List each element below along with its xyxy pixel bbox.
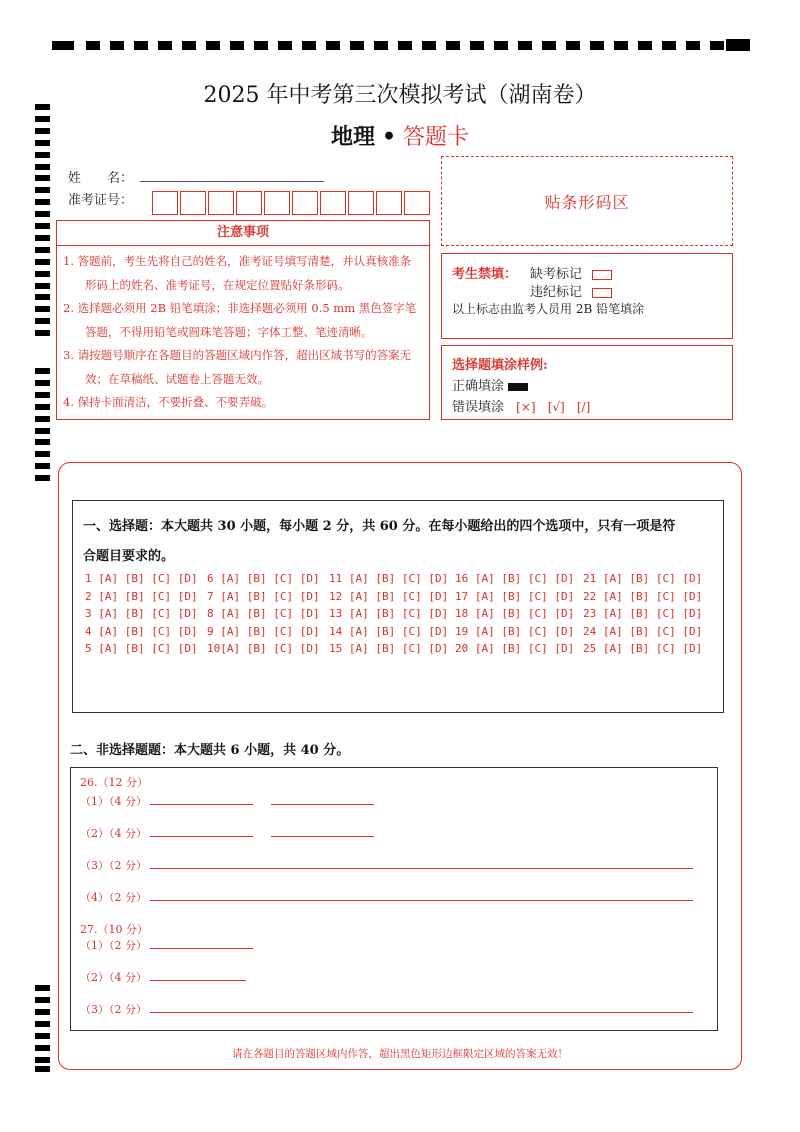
q26-part4-label: （4）（2 分） [80, 891, 147, 904]
question-row[interactable]: 2 [A] [B] [C] [D] [85, 589, 198, 603]
timing-mark [35, 451, 50, 457]
notice-item: 2. 选择题必须用 2B 铅笔填涂；非选择题必须用 0.5 mm 黑色签字笔答题，不得用铅笔或圆珠笔答题；字体工整、笔迹清晰。 [63, 301, 417, 339]
timing-mark [35, 152, 50, 158]
exam-id-boxes[interactable] [152, 191, 432, 215]
answer-blank[interactable] [150, 858, 693, 869]
timing-mark [35, 247, 50, 253]
q27-part2-label: （2）（4 分） [80, 971, 147, 984]
question-row[interactable]: 23 [A] [B] [C] [D] [583, 607, 703, 620]
timing-mark [35, 380, 50, 386]
timing-mark [35, 1066, 50, 1072]
timing-mark [35, 985, 50, 991]
question-row[interactable]: 14 [A] [B] [C] [D] [329, 624, 449, 638]
q26-part2-label: （2）（4 分） [80, 827, 147, 840]
timing-mark [35, 330, 50, 336]
answer-blank[interactable] [150, 938, 253, 949]
multiple-choice-box [72, 500, 724, 713]
timing-mark [35, 392, 50, 398]
q27-part1 [80, 937, 253, 953]
notice-heading: 注意事项 [57, 221, 429, 246]
timing-mark [35, 475, 50, 481]
answer-blank[interactable] [150, 826, 253, 837]
id-digit-box[interactable] [264, 191, 290, 215]
timing-mark [35, 404, 50, 410]
exam-id-label: 准考证号： [68, 193, 134, 208]
q26-part1-label: （1）（4 分） [80, 795, 147, 808]
question-row[interactable]: 5 [A] [B] [C] [D] [85, 642, 198, 655]
answer-blank[interactable] [150, 890, 693, 901]
timing-mark [35, 306, 50, 312]
name-label: 姓 名： [68, 171, 134, 186]
notice-item: 4. 保持卡面清洁，不要折叠、不要弄破。 [63, 395, 274, 409]
candidate-ban-box [441, 253, 733, 339]
timing-mark [35, 223, 50, 229]
timing-mark [35, 318, 50, 324]
notice-item: 1. 答题前，考生先将自己的姓名，准考证号填写清楚，并认真核准条形码上的姓名、准考证号，在规定位置贴好条形码。 [63, 254, 412, 292]
violation-checkbox[interactable] [592, 288, 612, 298]
q26-part3-label: （3）（2 分） [80, 859, 147, 872]
timing-mark [35, 439, 50, 445]
id-digit-box[interactable] [152, 191, 178, 215]
timing-mark [35, 211, 50, 217]
wrong-sample-row [452, 396, 590, 415]
fill-sample-box [441, 345, 733, 420]
id-digit-box[interactable] [292, 191, 318, 215]
timing-mark [35, 416, 50, 422]
barcode-area: 贴条形码区 [441, 156, 733, 246]
question-row[interactable]: 11 [A] [B] [C] [D] [329, 572, 449, 585]
question-row[interactable]: 9 [A] [B] [C] [D] [207, 624, 320, 638]
question-row[interactable]: 6 [A] [B] [C] [D] [207, 572, 320, 585]
id-digit-box[interactable] [404, 191, 430, 215]
timing-mark [35, 1009, 50, 1015]
q27-part3-label: （3）（2 分） [80, 1003, 147, 1016]
option-column [455, 570, 574, 658]
violation-mark-row [530, 281, 612, 300]
id-digit-box[interactable] [320, 191, 346, 215]
timing-mark [35, 463, 50, 469]
timing-mark [35, 271, 50, 277]
card-subtitle [0, 120, 800, 151]
correct-sample-row [452, 375, 528, 394]
absent-mark-row [530, 263, 612, 282]
id-digit-box[interactable] [348, 191, 374, 215]
timing-mark [35, 259, 50, 265]
q26-part4 [80, 889, 693, 905]
answer-blank[interactable] [150, 970, 246, 981]
correct-label: 正确填涂 [452, 379, 505, 394]
q27-title: 27.（10 分） [80, 923, 148, 936]
sample-label: 选择题填涂样例: [452, 358, 548, 373]
question-row[interactable]: 20 [A] [B] [C] [D] [455, 642, 575, 655]
q27-part2 [80, 969, 246, 985]
wrong-mark-slash: [/] [576, 400, 591, 414]
question-row[interactable]: 22 [A] [B] [C] [D] [583, 589, 703, 603]
footer-warning: 请在各题目的答题区域内作答，超出黑色矩形边框限定区域的答案无效！ [232, 1048, 568, 1060]
violation-label: 违纪标记 [530, 285, 583, 300]
question-row[interactable]: 4 [A] [B] [C] [D] [85, 624, 198, 638]
q27-part3 [80, 1001, 693, 1017]
question-row[interactable]: 16 [A] [B] [C] [D] [455, 572, 575, 585]
ban-note: 以上标志由监考人员用 2B 铅笔填涂 [452, 302, 645, 316]
absent-checkbox[interactable] [592, 270, 612, 280]
answer-blank[interactable] [271, 794, 374, 805]
mc-heading-line2: 合题目要求的。 [83, 549, 175, 564]
q26-part2 [80, 825, 374, 841]
q26-part1 [80, 793, 374, 809]
question-row[interactable]: 15 [A] [B] [C] [D] [329, 642, 449, 655]
id-digit-box[interactable] [376, 191, 402, 215]
absent-label: 缺考标记 [530, 267, 583, 282]
timing-mark [35, 199, 50, 205]
question-row[interactable]: 13 [A] [B] [C] [D] [329, 607, 449, 620]
timing-mark [35, 1021, 50, 1027]
option-column [85, 570, 198, 658]
option-column [207, 570, 320, 658]
timing-mark [35, 368, 50, 374]
question-row[interactable]: 19 [A] [B] [C] [D] [455, 624, 575, 638]
non-choice-heading: 二、非选择题题：本大题共 6 小题，共 40 分。 [70, 743, 350, 758]
question-row[interactable]: 25 [A] [B] [C] [D] [583, 642, 703, 655]
question-row[interactable]: 21 [A] [B] [C] [D] [583, 572, 703, 585]
question-row[interactable]: 3 [A] [B] [C] [D] [85, 607, 198, 620]
ban-label: 考生禁填： [452, 267, 518, 282]
filled-mark-icon [508, 383, 528, 391]
question-row[interactable]: 10[A] [B] [C] [D] [207, 642, 320, 655]
exam-title: 2025 年中考第三次模拟考试（湖南卷） [203, 83, 597, 108]
timing-mark [35, 294, 50, 300]
question-row[interactable]: 17 [A] [B] [C] [D] [455, 589, 575, 603]
timing-mark [35, 428, 50, 434]
subject-label: 地理 [330, 124, 375, 150]
q26-title: 26.（12 分） [80, 776, 148, 789]
timing-mark [35, 997, 50, 1003]
wrong-label: 错误填涂 [452, 400, 505, 415]
wrong-mark-check: [√] [547, 400, 565, 414]
card-label: 答题卡 [403, 125, 470, 150]
option-column [583, 570, 702, 658]
answer-blank[interactable] [150, 1002, 693, 1013]
non-choice-box [70, 767, 718, 1031]
wrong-mark-cross: [×] [516, 400, 536, 414]
mc-heading-line1: 一、选择题：本大题共 30 小题，每小题 2 分，共 60 分。在每小题给出的四个选项中，只有一项是符 [83, 519, 676, 534]
id-digit-box[interactable] [236, 191, 262, 215]
name-field[interactable] [140, 181, 324, 182]
separator-dot: • [381, 124, 397, 150]
q26-part3 [80, 857, 693, 873]
timing-mark [35, 164, 50, 170]
question-row[interactable]: 1 [A] [B] [C] [D] [85, 572, 198, 585]
option-column [329, 570, 448, 658]
q27-part1-label: （1）（2 分） [80, 939, 147, 952]
id-digit-box[interactable] [208, 191, 234, 215]
question-row[interactable]: 7 [A] [B] [C] [D] [207, 589, 320, 603]
timing-mark [35, 175, 50, 181]
timing-mark [35, 235, 50, 241]
question-row[interactable]: 18 [A] [B] [C] [D] [455, 607, 575, 620]
question-row[interactable]: 24 [A] [B] [C] [D] [583, 624, 703, 638]
id-digit-box[interactable] [180, 191, 206, 215]
timing-mark [35, 283, 50, 289]
question-row[interactable]: 12 [A] [B] [C] [D] [329, 589, 449, 603]
question-row[interactable]: 8 [A] [B] [C] [D] [207, 607, 320, 620]
notice-box [56, 220, 430, 420]
answer-blank[interactable] [150, 794, 253, 805]
notice-item: 3. 请按题号顺序在各题目的答题区域内作答，超出区域书写的答案无效；在草稿纸、试题卷上答题无效。 [63, 348, 412, 386]
timing-mark [35, 1033, 50, 1039]
answer-blank[interactable] [271, 826, 374, 837]
timing-mark [35, 187, 50, 193]
